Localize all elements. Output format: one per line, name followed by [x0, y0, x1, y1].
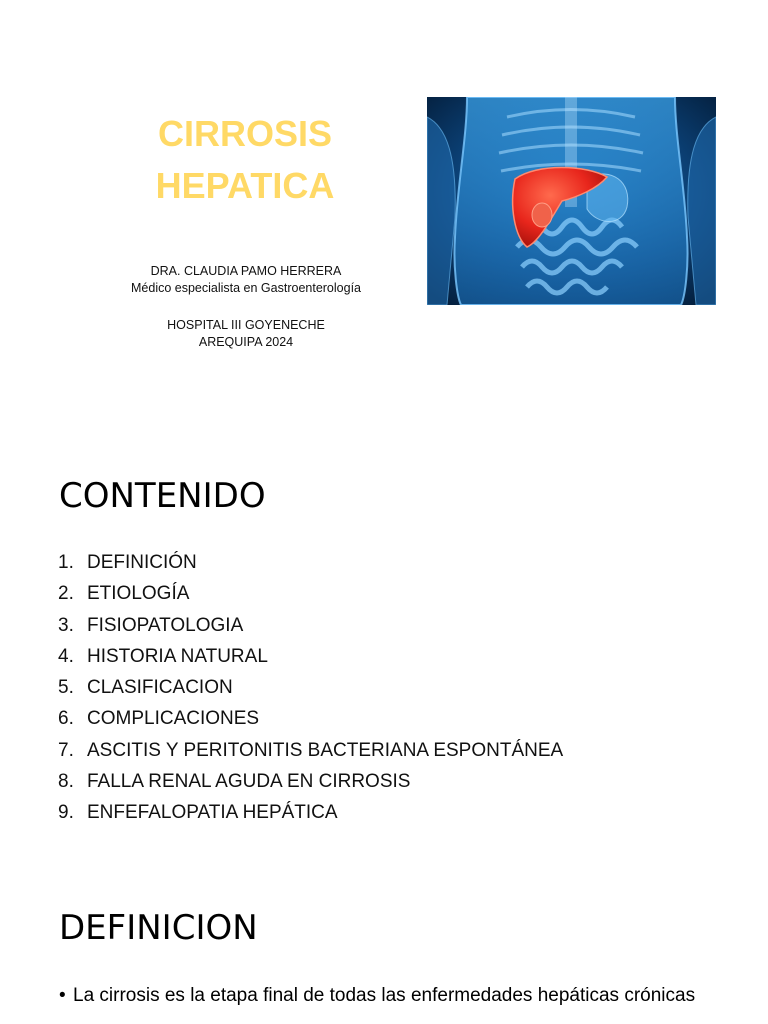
author-name: DRA. CLAUDIA PAMO HERRERA [150, 264, 342, 278]
item-number: 5. [58, 677, 74, 699]
location-year: AREQUIPA 2024 [198, 335, 294, 349]
list-item [58, 641, 563, 672]
item-label: COMPLICACIONES [87, 708, 260, 730]
item-label: ETIOLOGÍA [87, 583, 190, 605]
definition-heading: DEFINICION [59, 908, 258, 948]
contents-heading: CONTENIDO [59, 476, 266, 516]
definition-text: La cirrosis es la etapa final de todas las enfermedades hepáticas crónicas [73, 985, 696, 1006]
list-item [58, 610, 563, 641]
list-item [58, 672, 563, 703]
item-number: 4. [58, 645, 74, 667]
author-info [96, 263, 396, 351]
definition-bullet-item [59, 983, 709, 1009]
liver-anatomy-illustration-icon [427, 97, 716, 305]
author-role: Médico especialista en Gastroenterología [131, 281, 361, 295]
title-line-2: HEPATICA [155, 165, 335, 206]
item-number: 3. [58, 614, 74, 636]
liver-anatomy-image [427, 97, 716, 305]
title-slide [0, 0, 768, 430]
list-item [58, 766, 563, 797]
item-label: HISTORIA NATURAL [87, 645, 268, 667]
bullet-marker: • [59, 985, 66, 1006]
item-number: 7. [58, 739, 74, 761]
item-label: FALLA RENAL AGUDA EN CIRROSIS [87, 771, 411, 793]
item-number: 8. [58, 771, 74, 793]
list-item [58, 735, 563, 766]
item-label: ASCITIS Y PERITONITIS BACTERIANA ESPONTÁNEA [87, 739, 564, 761]
item-number: 6. [58, 708, 74, 730]
contents-list [58, 547, 563, 829]
hospital-name: HOSPITAL III GOYENECHE [167, 318, 325, 332]
item-label: CLASIFICACION [87, 677, 233, 699]
item-number: 2. [58, 583, 74, 605]
presentation-title [110, 108, 380, 212]
item-label: ENFEFALOPATIA HEPÁTICA [87, 802, 338, 824]
list-item [58, 578, 563, 609]
title-line-1: CIRROSIS [157, 113, 333, 154]
item-number: 9. [58, 802, 74, 824]
item-label: FISIOPATOLOGIA [87, 614, 244, 636]
item-number: 1. [58, 552, 74, 573]
item-label: DEFINICIÓN [87, 552, 197, 573]
list-item [58, 547, 563, 578]
list-item [58, 797, 563, 828]
list-item [58, 703, 563, 734]
